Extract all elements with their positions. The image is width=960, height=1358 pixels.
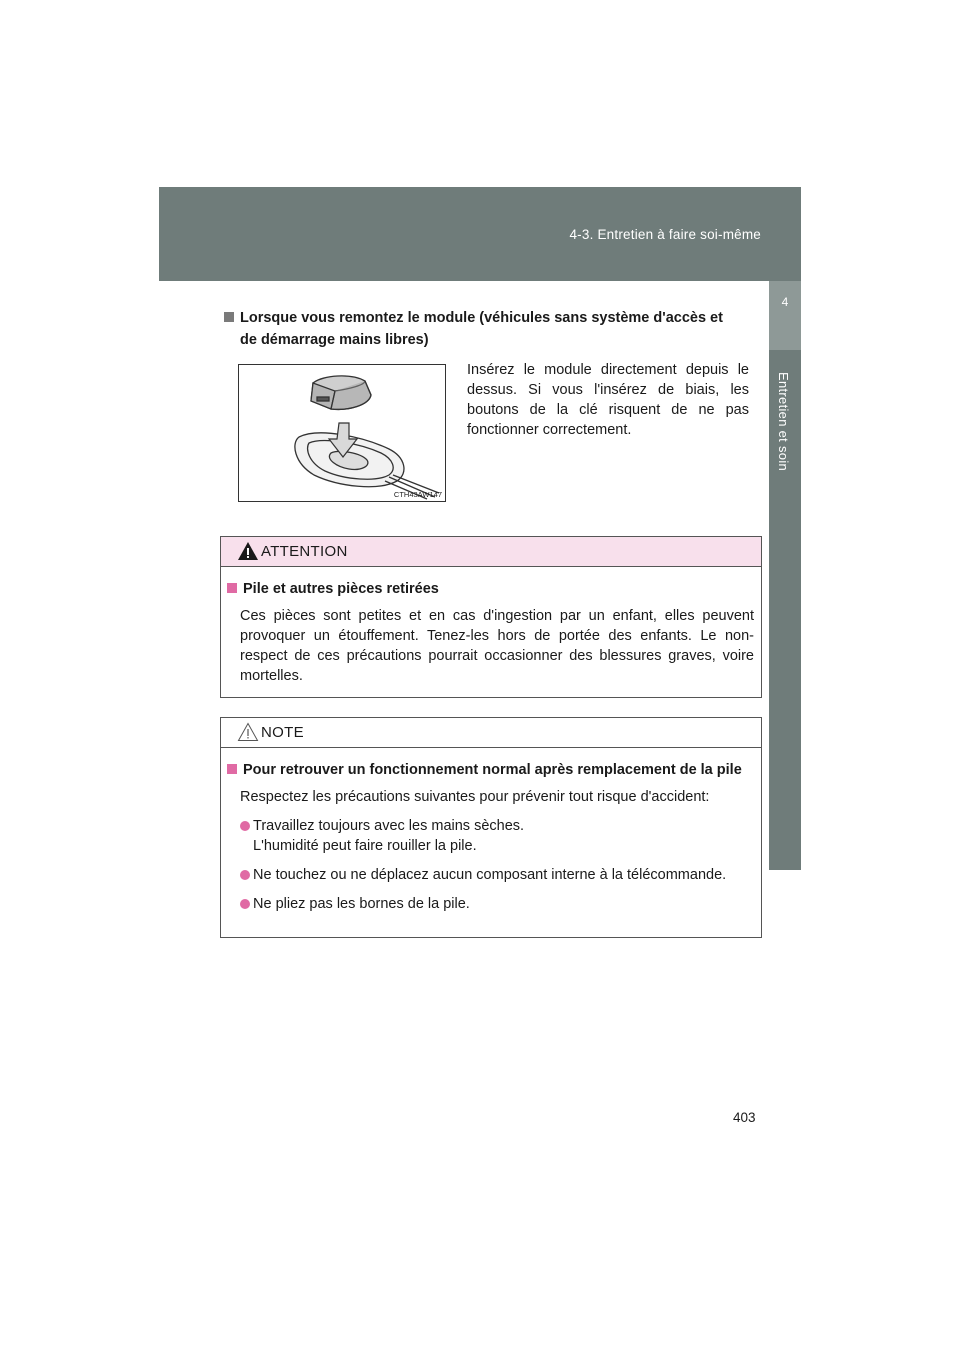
round-bullet-icon	[240, 899, 250, 909]
chapter-label: Entretien et soin	[776, 372, 791, 472]
list-item-text: Ne pliez pas les bornes de la pile.	[253, 896, 470, 912]
figure-caption: Insérez le module directement depuis le dessus. Si vous l'insérez de biais, les boutons de la clé risquent de ne pas fonctionner correctement.	[467, 362, 749, 438]
attention-subheading: Pile et autres pièces retirées	[243, 581, 439, 597]
chapter-tab	[769, 281, 801, 350]
square-bullet-icon	[227, 764, 237, 774]
note-body	[221, 748, 761, 914]
attention-subheading-row	[227, 579, 754, 599]
list-item-text: Ne touchez ou ne déplacez aucun composant interne à la télécommande.	[253, 867, 727, 883]
key-module-insertion-illustration	[239, 365, 445, 501]
warning-triangle-icon	[237, 541, 259, 561]
attention-label: ATTENTION	[261, 543, 348, 560]
attention-header	[221, 537, 761, 567]
attention-text: Ces pièces sont petites et en cas d'ingestion par un enfant, elles peuvent provoquer un étouffement. Tenez-les hors de portée des enfants. Le non-respect de ces précautions pourrait occasionner des blessures graves, voire mortelles.	[240, 608, 754, 684]
attention-box	[220, 536, 762, 698]
round-bullet-icon	[240, 821, 250, 831]
note-box	[220, 717, 762, 938]
square-bullet-icon	[227, 583, 237, 593]
header-band	[159, 187, 801, 281]
attention-body	[221, 567, 761, 686]
chapter-label-wrap	[769, 350, 801, 870]
warning-triangle-outline-icon	[237, 722, 259, 742]
key-module-figure	[238, 364, 446, 502]
note-subheading-row	[227, 760, 754, 780]
heading-line-2: de démarrage mains libres)	[240, 332, 429, 348]
chapter-number: 4	[781, 295, 789, 309]
list-item	[227, 816, 754, 856]
chapter-strip	[769, 350, 801, 870]
section-title: 4-3. Entretien à faire soi-même	[569, 227, 761, 242]
figure-code: CTH43AW147	[393, 490, 442, 499]
note-label: NOTE	[261, 724, 304, 741]
page-number: 403	[733, 1110, 756, 1125]
list-item	[227, 865, 754, 885]
note-subheading: Pour retrouver un fonctionnement normal après remplacement de la pile	[243, 762, 742, 778]
heading-line-1: Lorsque vous remontez le module (véhicules sans système d'accès et	[240, 310, 723, 326]
list-item-subtext: L'humidité peut faire rouiller la pile.	[253, 838, 477, 854]
list-item	[227, 894, 754, 914]
section-heading	[224, 307, 756, 351]
round-bullet-icon	[240, 870, 250, 880]
note-header	[221, 718, 761, 748]
note-intro: Respectez les précautions suivantes pour prévenir tout risque d'accident:	[240, 789, 710, 805]
square-bullet-icon	[224, 312, 234, 322]
list-item-text: Travaillez toujours avec les mains sèches.	[253, 818, 525, 834]
